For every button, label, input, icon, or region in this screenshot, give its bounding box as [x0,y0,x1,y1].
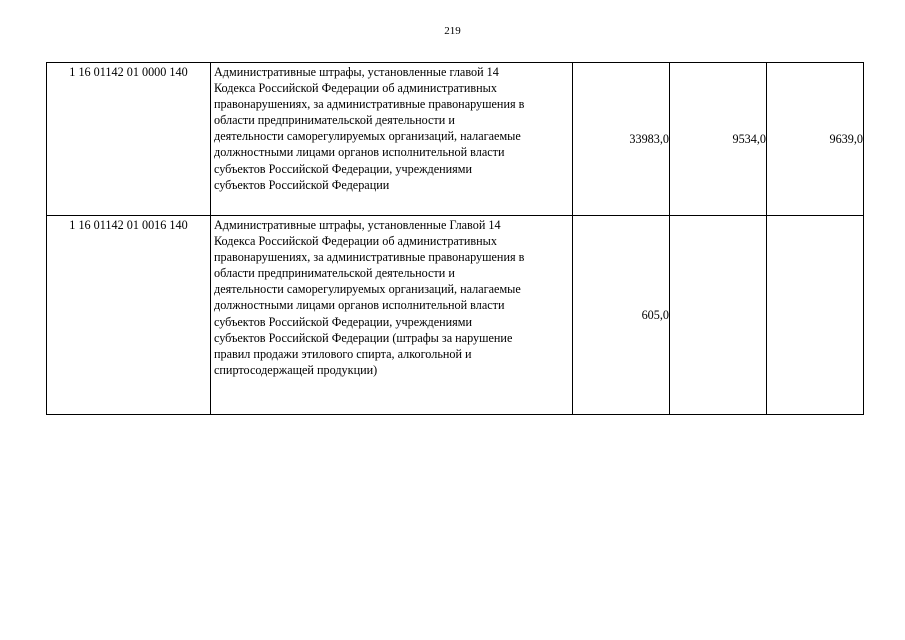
amount-cell-1: 33983,0 [573,63,670,216]
amount-cell-3: 9639,0 [767,63,864,216]
description-line: Кодекса Российской Федерации об административных [214,81,497,96]
table-row [47,63,864,216]
amount-cell-3 [767,216,864,415]
description-cell [211,63,573,216]
description-line: правонарушениях, за административные правонарушения в [214,97,525,112]
description-line: правонарушениях, за административные правонарушения в [214,250,525,265]
description-line: деятельности саморегулируемых организаций, налагаемые [214,282,521,297]
description-line: субъектов Российской Федерации [214,177,390,192]
description-line: Административные штрафы, установленные главой 14 [214,65,499,79]
amount-cell-2: 9534,0 [670,63,767,216]
amount-cell-2 [670,216,767,415]
description-line: Административные штрафы, установленные Главой 14 [214,218,501,232]
description-line: области предпринимательской деятельности и [214,113,455,128]
budget-code-cell: 1 16 01142 01 0016 140 [47,216,211,415]
description-line: субъектов Российской Федерации (штрафы за нарушение [214,330,513,345]
description-line: спиртосодержащей продукции) [214,362,378,377]
description-line: деятельности саморегулируемых организаций, налагаемые [214,129,521,144]
description-line: области предпринимательской деятельности и [214,266,455,281]
description-line: правил продажи этилового спирта, алкогольной и [214,346,472,361]
description-line: должностными лицами органов исполнительной власти [214,298,505,313]
description-line: субъектов Российской Федерации, учреждениями [214,161,473,176]
budget-table [46,62,864,415]
table-row [47,216,864,415]
description-line: должностными лицами органов исполнительной власти [214,145,505,160]
amount-cell-1: 605,0 [573,216,670,415]
description-line: субъектов Российской Федерации, учреждениями [214,314,473,329]
page-number: 219 [444,25,461,37]
description-cell [211,216,573,415]
budget-code-cell: 1 16 01142 01 0000 140 [47,63,211,216]
description-line: Кодекса Российской Федерации об административных [214,234,497,249]
